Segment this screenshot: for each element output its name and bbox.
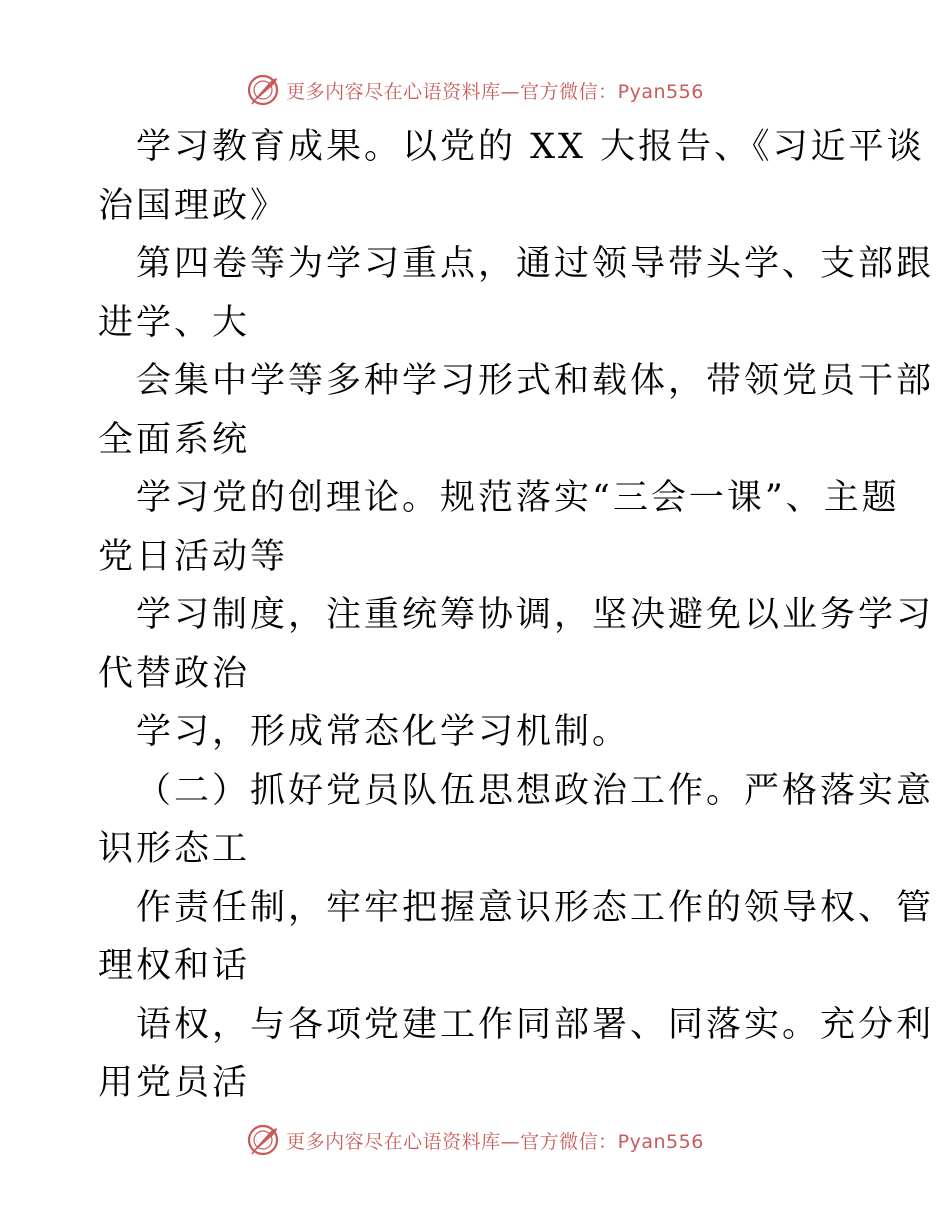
quill-pen-logo-icon bbox=[246, 1123, 280, 1157]
header-watermark-banner bbox=[0, 70, 950, 110]
text-line: 用党员活 bbox=[98, 1063, 251, 1103]
text-line: 学习制度，注重统筹协调，坚决避免以业务学习 bbox=[136, 595, 935, 635]
text-line: 理权和话 bbox=[98, 946, 251, 986]
text-line: 党日活动等 bbox=[98, 536, 289, 577]
header-watermark-text: 更多内容尽在心语资料库—官方微信：Pyan556 bbox=[286, 80, 704, 103]
text-line: 会集中学等多种学习形式和载体，带领党员干部 bbox=[136, 361, 935, 401]
text-line: 代替政治 bbox=[98, 653, 251, 694]
text-line: 全面系统 bbox=[98, 419, 251, 460]
text-line: 作责任制，牢牢把握意识形态工作的领导权、管 bbox=[136, 887, 935, 928]
footer-watermark-text: 更多内容尽在心语资料库—官方微信：Pyan556 bbox=[286, 1130, 704, 1153]
document-body bbox=[98, 118, 935, 1113]
text-line: 治国理政》 bbox=[98, 185, 289, 226]
text-line: 语权，与各项党建工作同部署、同落实。充分利 bbox=[136, 1004, 935, 1045]
text-line: 进学、大 bbox=[98, 302, 251, 343]
text-line: 识形态工 bbox=[98, 829, 251, 869]
text-line: 学习，形成常态化学习机制。 bbox=[136, 712, 631, 752]
footer-watermark-banner bbox=[0, 1120, 950, 1160]
text-line: 学习教育成果。以党的 XX 大报告、《习近平谈 bbox=[136, 127, 925, 167]
text-line: 第四卷等为学习重点，通过领导带头学、支部跟 bbox=[136, 244, 935, 284]
text-line: （二）抓好党员队伍思想政治工作。严格落实意 bbox=[136, 770, 935, 811]
quill-pen-logo-icon bbox=[246, 73, 280, 107]
text-line: 学习党的创理论。规范落实“三会一课”、主题 bbox=[136, 478, 900, 518]
